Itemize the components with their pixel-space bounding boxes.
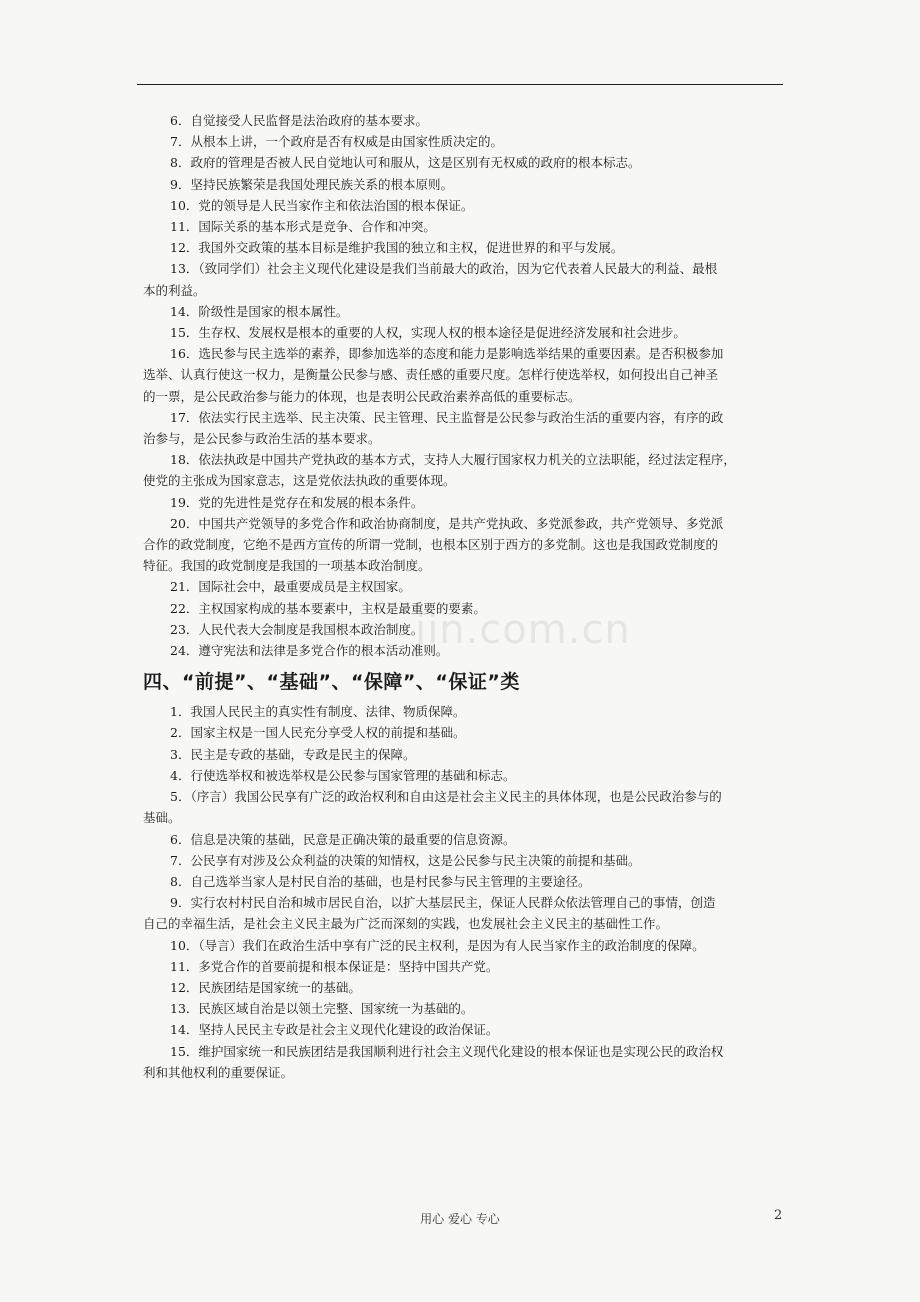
list-item-text: 8．政府的管理是否被人民自觉地认可和服从，这是区别有无权威的政府的根本标志。 [170,155,641,171]
list-item-continuation: 选举、认真行使这一权力，是衡量公民参与感、责任感的重要尺度。怎样行使选举权，如何投出自己神圣 [143,367,719,383]
list-item [143,998,783,1019]
list-item [143,1019,783,1040]
list-item [143,1041,783,1083]
list-item [143,892,783,934]
list-item-text: 6．信息是决策的基础，民意是正确决策的最重要的信息资源。 [170,831,516,847]
list-item-text: 9．实行农村村民自治和城市居民自治，以扩大基层民主，保证人民群众依法管理自己的事情，创造 [170,895,716,911]
list-item-text: 12．我国外交政策的基本目标是维护我国的独立和主权，促进世界的和平与发展。 [170,240,624,256]
list-item-text: 6．自觉接受人民监督是法治政府的基本要求。 [170,113,428,128]
list-item [143,258,783,300]
list-item [143,640,783,661]
list-item-text: 1．我国人民民主的真实性有制度、法律、物质保障。 [170,704,466,720]
list-item [143,322,783,343]
footer-motto: 用心 爱心 专心 [420,1212,500,1226]
list-item [143,619,783,640]
list-item-text: 11．多党合作的首要前提和根本保证是：坚持中国共产党。 [170,958,499,974]
header-rule [137,84,783,85]
list-item-continuation: 本的利益。 [143,282,206,298]
list-item-text: 15．维护国家统一和民族团结是我国顺利进行社会主义现代化建设的根本保证也是实现公民的政治权 [170,1043,724,1059]
list-item [143,174,783,195]
list-item [143,343,783,407]
list-item [143,977,783,998]
list-item-continuation: 利和其他权利的重要保证。 [143,1064,294,1080]
list-item-text: 10．（导言）我们在政治生活中享有广泛的民主权利，是因为有人民当家作主的政治制度的保障。 [170,937,705,953]
list-item [143,829,783,850]
list-item-continuation: 自己的幸福生活，是社会主义民主最为广泛而深刻的实践，也发展社会主义民主的基础性工作。 [143,916,669,932]
list-item [143,765,783,786]
list-item-continuation: 使党的主张成为国家意志，这是党依法执政的重要体现。 [143,473,456,489]
list-item-text: 15．生存权、发展权是根本的重要的人权，实现人权的根本途径是促进经济发展和社会进步。 [170,325,686,341]
list-item-continuation: 基础。 [143,810,181,826]
list-item-text: 9．坚持民族繁荣是我国处理民族关系的根本原则。 [170,176,453,192]
section-4-heading: 四、“前提”、“基础”、“保障”、“保证”类 [143,671,520,694]
list-item-text: 3．民主是专政的基础，专政是民主的保障。 [170,746,416,762]
list-item [143,956,783,977]
page-number: 2 [774,1208,783,1223]
list-item [143,701,783,722]
list-item-text: 14．坚持人民民主专政是社会主义现代化建设的政治保证。 [170,1022,499,1038]
list-item-text: 21．国际社会中，最重要成员是主权国家。 [170,579,411,595]
section-4-list [143,701,783,1083]
list-item-text: 4．行使选举权和被选举权是公民参与国家管理的基础和标志。 [170,767,516,783]
list-item-text: 20．中国共产党领导的多党合作和政治协商制度，是共产党执政、多党派参政，共产党领导、多党派 [170,515,724,531]
list-item [143,598,783,619]
list-item [143,407,783,449]
list-item-continuation: 治参与，是公民参与政治生活的基本要求。 [143,431,381,447]
list-item [143,576,783,597]
watermark: jin.com.cn [415,607,631,653]
list-item [143,850,783,871]
list-item [143,449,783,491]
list-item-text: 10．党的领导是人民当家作主和依法治国的根本保证。 [170,197,474,213]
list-item [143,237,783,258]
list-item [143,195,783,216]
list-item-continuation: 的一票，是公民政治参与能力的体现，也是表明公民政治素养高低的重要标志。 [143,388,581,404]
list-item-text: 24．遵守宪法和法律是多党合作的根本活动准则。 [170,643,449,659]
list-item [143,492,783,513]
list-item-text: 12．民族团结是国家统一的基础。 [170,979,361,995]
list-item [143,110,783,131]
list-item-text: 19．党的先进性是党存在和发展的根本条件。 [170,494,424,510]
list-item [143,871,783,892]
list-item [143,722,783,743]
list-item-text: 18．依法执政是中国共产党执政的基本方式，支持人大履行国家权力机关的立法职能，经过法定程序， [170,452,736,468]
list-item-text: 14．阶级性是国家的根本属性。 [170,303,349,319]
list-item [143,513,783,577]
list-item [143,935,783,956]
list-item-text: 13．（致同学们）社会主义现代化建设是我们当前最大的政治，因为它代表着人民最大的利益、最根 [170,261,718,277]
list-item-text: 16．选民参与民主选举的素养，即参加选举的态度和能力是影响选举结果的重要因素。是否积极参加 [170,346,724,362]
list-item-text: 5．（序言）我国公民享有广泛的政治权利和自由这是社会主义民主的具体体现，也是公民政治参与的 [170,789,722,805]
list-item [143,216,783,237]
list-item-text: 7．公民享有对涉及公众利益的决策的知情权，这是公民参与民主决策的前提和基础。 [170,852,641,868]
list-item-text: 7．从根本上讲，一个政府是否有权威是由国家性质决定的。 [170,134,503,150]
list-item-text: 22．主权国家构成的基本要素中，主权是最重要的要素。 [170,600,486,616]
list-item-text: 13．民族区域自治是以领土完整、国家统一为基础的。 [170,1001,474,1017]
list-item [143,131,783,152]
list-item [143,152,783,173]
list-item-text: 2．国家主权是一国人民充分享受人权的前提和基础。 [170,725,466,741]
list-item-text: 8．自己选举当家人是村民自治的基础，也是村民参与民主管理的主要途径。 [170,873,591,889]
document-body [143,110,783,1083]
section-3-list [143,110,783,661]
list-item [143,301,783,322]
list-item [143,744,783,765]
list-item [143,786,783,828]
list-item-continuation: 合作的政党制度，它绝不是西方宣传的所谓一党制，也根本区别于西方的多党制。这也是我国政党制度的 [143,537,719,553]
list-item-text: 17．依法实行民主选举、民主决策、民主管理、民主监督是公民参与政治生活的重要内容，有序的政 [170,409,724,425]
list-item-continuation: 特征。我国的政党制度是我国的一项基本政治制度。 [143,558,431,574]
list-item-text: 23．人民代表大会制度是我国根本政治制度。 [170,621,424,637]
list-item-text: 11．国际关系的基本形式是竞争、合作和冲突。 [170,219,436,235]
